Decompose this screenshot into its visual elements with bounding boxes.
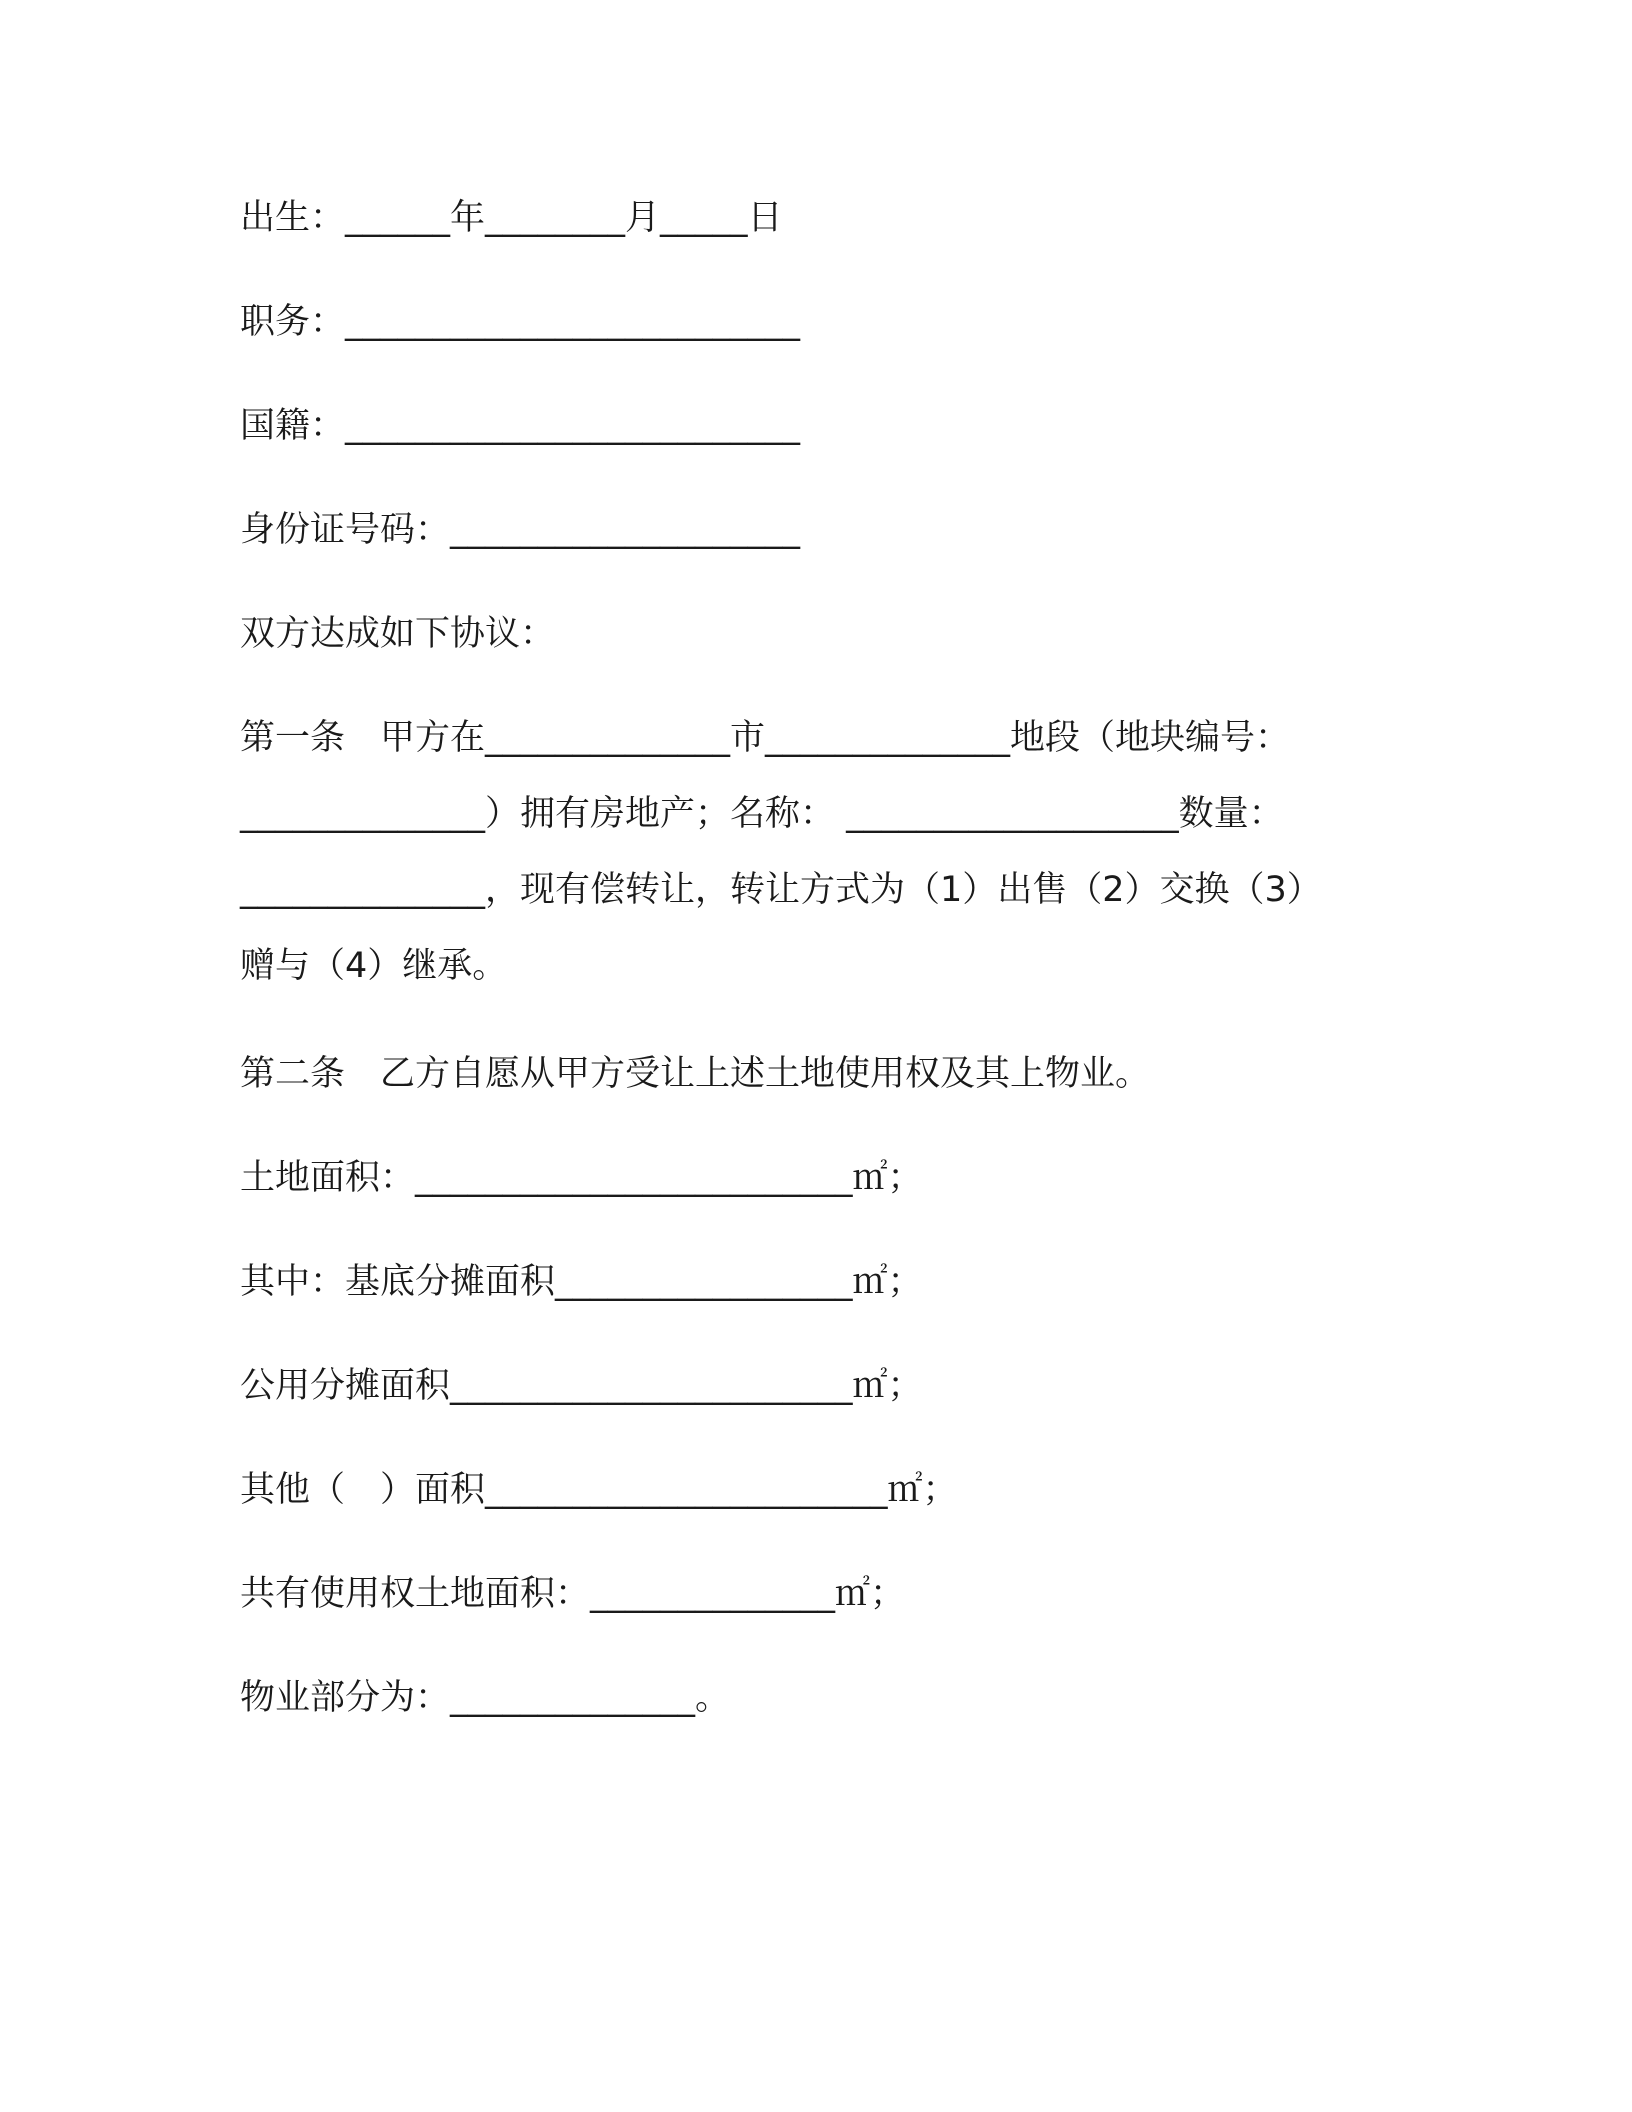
land-area-line: 土地面积：_________________________㎡； — [240, 1158, 923, 1198]
agreement-intro-line: 双方达成如下协议： — [240, 614, 556, 654]
birth-date-line: 出生：______年________月_____日 — [240, 198, 783, 238]
article-one-line-2: ______________）拥有房地产；名称： ___________________数量： — [240, 794, 1284, 834]
shared-land-area-line: 共有使用权土地面积：______________㎡； — [240, 1574, 906, 1614]
id-number-line: 身份证号码：____________________ — [240, 510, 801, 550]
property-part-line: 物业部分为：______________。 — [240, 1678, 731, 1718]
other-area-line: 其他（ ）面积_______________________㎡； — [240, 1470, 958, 1510]
public-shared-area-line: 公用分摊面积_______________________㎡； — [240, 1366, 923, 1406]
article-two-line: 第二条 乙方自愿从甲方受让上述土地使用权及其上物业。 — [240, 1054, 1151, 1094]
article-one-line-3: ______________，现有偿转让，转让方式为（1）出售（2）交换（3） — [240, 870, 1322, 910]
base-shared-area-line: 其中：基底分摊面积_________________㎡； — [240, 1262, 923, 1302]
nationality-line: 国籍：__________________________ — [240, 406, 801, 446]
position-line: 职务：__________________________ — [240, 302, 801, 342]
article-one-line-1: 第一条 甲方在______________市______________地段（地块编号： — [240, 718, 1291, 758]
article-one-line-4: 赠与（4）继承。 — [240, 946, 508, 986]
